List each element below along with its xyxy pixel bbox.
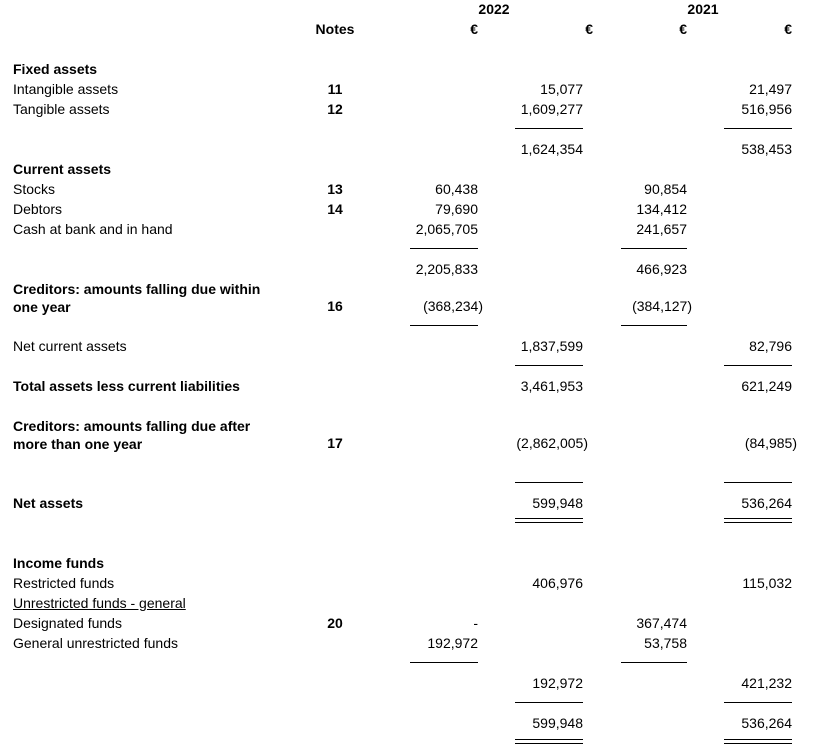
year-2021-header: 2021 bbox=[687, 1, 719, 17]
intangible-assets-label: Intangible assets bbox=[13, 81, 119, 97]
year-2022-header: 2022 bbox=[478, 1, 510, 17]
notes-column-header: Notes bbox=[315, 21, 355, 37]
intangible-assets-2022: 15,077 bbox=[540, 81, 583, 97]
net-assets-2022: 599,948 bbox=[532, 495, 583, 511]
net-current-2022-rule bbox=[515, 365, 583, 366]
stocks-note: 13 bbox=[327, 181, 343, 197]
creditors-after-2022: (2,862,005) bbox=[516, 435, 588, 451]
funds-total-2022-rule-top bbox=[515, 702, 583, 703]
creditors-within-2022: (368,234) bbox=[423, 298, 483, 314]
stocks-2022: 60,438 bbox=[435, 181, 478, 197]
net-current-assets-label: Net current assets bbox=[13, 338, 127, 354]
creditors-within-2022-rule bbox=[410, 325, 478, 326]
general-unrestricted-2021: 53,758 bbox=[644, 635, 687, 651]
funds-total-2022: 599,948 bbox=[532, 715, 583, 731]
general-unrestricted-2022: 192,972 bbox=[427, 635, 478, 651]
funds-total-2021-double-rule-1 bbox=[724, 739, 792, 740]
net-assets-2021: 536,264 bbox=[741, 495, 792, 511]
unrestricted-2022-rule bbox=[410, 662, 478, 663]
debtors-label: Debtors bbox=[13, 201, 63, 217]
unrestricted-2021-rule bbox=[621, 662, 687, 663]
cash-2021: 241,657 bbox=[636, 221, 687, 237]
designated-funds-2022: - bbox=[473, 615, 478, 631]
income-funds-heading: Income funds bbox=[13, 555, 105, 571]
funds-total-2022-double-rule-2 bbox=[515, 743, 583, 744]
restricted-funds-2021: 115,032 bbox=[742, 575, 792, 591]
stocks-label: Stocks bbox=[13, 181, 56, 197]
currency-header-2022-outer: € bbox=[585, 21, 593, 37]
currency-header-2021-outer: € bbox=[784, 21, 792, 37]
fixed-assets-total-2022: 1,624,354 bbox=[520, 141, 583, 157]
general-unrestricted-label: General unrestricted funds bbox=[13, 635, 178, 651]
net-assets-2022-rule-top bbox=[515, 482, 583, 483]
net-current-assets-2022: 1,837,599 bbox=[520, 338, 583, 354]
net-current-assets-2021: 82,796 bbox=[749, 338, 792, 354]
currency-header-2022-inner: € bbox=[470, 21, 478, 37]
currency-header-2021-inner: € bbox=[679, 21, 687, 37]
debtors-note: 14 bbox=[327, 201, 343, 217]
current-assets-2022-rule bbox=[410, 248, 478, 249]
fixed-assets-2022-rule bbox=[515, 128, 583, 129]
funds-total-2022-double-rule-1 bbox=[515, 739, 583, 740]
debtors-2022: 79,690 bbox=[435, 201, 478, 217]
designated-funds-label: Designated funds bbox=[13, 615, 122, 631]
unrestricted-funds-heading: Unrestricted funds - general bbox=[13, 595, 186, 611]
debtors-2021: 134,412 bbox=[636, 201, 687, 217]
total-assets-less-2022: 3,461,953 bbox=[520, 378, 583, 394]
creditors-after-note: 17 bbox=[327, 435, 343, 451]
funds-total-2021-rule-top bbox=[724, 702, 792, 703]
tangible-assets-label: Tangible assets bbox=[13, 101, 110, 117]
current-assets-heading: Current assets bbox=[13, 161, 112, 177]
net-assets-2021-double-rule-2 bbox=[724, 522, 792, 523]
tangible-assets-2021: 516,956 bbox=[741, 101, 792, 117]
funds-total-2021-double-rule-2 bbox=[724, 743, 792, 744]
net-assets-2021-rule-top bbox=[724, 482, 792, 483]
cash-2022: 2,065,705 bbox=[415, 221, 478, 237]
creditors-within-2021: (384,127) bbox=[632, 298, 692, 314]
total-assets-less-2021: 621,249 bbox=[741, 378, 792, 394]
tangible-assets-2022: 1,609,277 bbox=[520, 101, 583, 117]
creditors-after-label-line1: Creditors: amounts falling due after bbox=[13, 418, 251, 434]
current-assets-2021-rule bbox=[621, 248, 687, 249]
unrestricted-subtotal-2021: 421,232 bbox=[741, 675, 792, 691]
designated-funds-2021: 367,474 bbox=[636, 615, 687, 631]
fixed-assets-total-2021: 538,453 bbox=[741, 141, 792, 157]
current-assets-total-2021: 466,923 bbox=[636, 261, 687, 277]
net-current-2021-rule bbox=[724, 365, 792, 366]
net-assets-label: Net assets bbox=[13, 495, 84, 511]
creditors-within-label-line1: Creditors: amounts falling due within bbox=[13, 281, 261, 297]
net-assets-2022-double-rule-1 bbox=[515, 518, 583, 519]
restricted-funds-2022: 406,976 bbox=[532, 575, 583, 591]
net-assets-2021-double-rule-1 bbox=[724, 518, 792, 519]
cash-label: Cash at bank and in hand bbox=[13, 221, 173, 237]
total-assets-less-label: Total assets less current liabilities bbox=[13, 378, 240, 394]
creditors-after-2021: (84,985) bbox=[744, 435, 797, 451]
creditors-within-2021-rule bbox=[621, 325, 687, 326]
restricted-funds-label: Restricted funds bbox=[13, 575, 115, 591]
intangible-assets-note: 11 bbox=[327, 81, 343, 97]
funds-total-2021: 536,264 bbox=[741, 715, 792, 731]
stocks-2021: 90,854 bbox=[644, 181, 687, 197]
current-assets-total-2022: 2,205,833 bbox=[415, 261, 478, 277]
creditors-after-label-line2: more than one year bbox=[13, 436, 143, 452]
unrestricted-subtotal-2022: 192,972 bbox=[532, 675, 583, 691]
fixed-assets-2021-rule bbox=[724, 128, 792, 129]
designated-funds-note: 20 bbox=[327, 615, 343, 631]
tangible-assets-note: 12 bbox=[327, 101, 343, 117]
net-assets-2022-double-rule-2 bbox=[515, 522, 583, 523]
creditors-within-note: 16 bbox=[327, 298, 343, 314]
intangible-assets-2021: 21,497 bbox=[749, 81, 792, 97]
creditors-within-label-line2: one year bbox=[13, 299, 71, 315]
fixed-assets-heading: Fixed assets bbox=[13, 61, 98, 77]
